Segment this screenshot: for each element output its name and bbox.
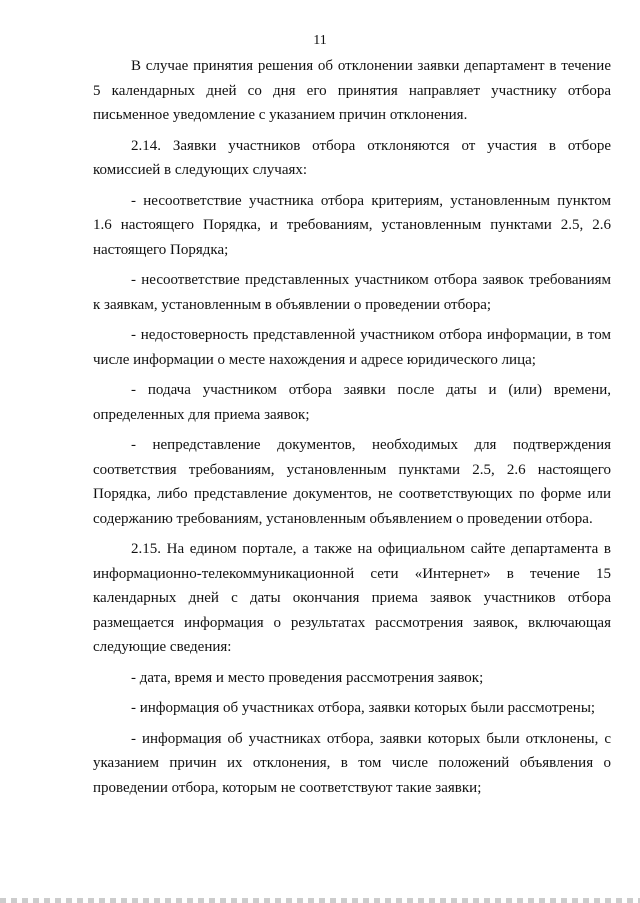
list-item-date-time-place: - дата, время и место проведения рассмотрения заявок; bbox=[131, 669, 484, 686]
page-number: 11 bbox=[313, 33, 327, 48]
paragraph-rejection-notice: В случае принятия решения об отклонении заявки департамент в течение 5 календарных дней со дня его принятия направляет участнику отбора письменное уведомление с указанием причин отклонения. bbox=[93, 58, 611, 123]
document-body bbox=[93, 54, 611, 800]
page-bottom-edge bbox=[0, 898, 640, 903]
list-item-unreliable-info: - недостоверность представленной участником отбора информации, в том числе информации о месте нахождения и адресе юридического лица; bbox=[93, 327, 611, 368]
list-item-reviewed-participants: - информация об участниках отбора, заявки которых были рассмотрены; bbox=[131, 700, 596, 716]
list-item-criteria-mismatch: - несоответствие участника отбора критериям, установленным пунктом 1.6 настоящего Порядка, и требованиям, установленным пунктами 2.5, 2.6 настоящего Порядка; bbox=[93, 192, 611, 258]
list-item-requirements-mismatch: - несоответствие представленных участником отбора заявок требованиям к заявкам, установленным в объявлении о проведении отбора; bbox=[93, 272, 611, 313]
paragraph-2-14: 2.14. Заявки участников отбора отклоняются от участия в отборе комиссией в следующих случаях: bbox=[93, 137, 611, 178]
list-item-late-submission: - подача участником отбора заявки после даты и (или) времени, определенных для приема заявок; bbox=[93, 382, 611, 423]
list-item-missing-documents: - непредставление документов, необходимых для подтверждения соответствия требованиям, установленным пунктами 2.5, 2.6 настоящего Порядка, либо представление документов, не соответствующих по форме или содержанию требованиям, установленным объявлением о проведении отбора. bbox=[93, 437, 611, 527]
list-item-rejected-participants: - информация об участниках отбора, заявки которых были отклонены, с указанием причин их отклонения, в том числе положений объявления о проведении отбора, которым не соответствуют такие заявки; bbox=[93, 730, 611, 796]
paragraph-2-15: 2.15. На едином портале, а также на официальном сайте департамента в информационно-телекоммуникационной сети «Интернет» в течение 15 календарных дней с даты окончания приема заявок участников отбора размещается информация о результатах рассмотрения заявок, включающая следующие сведения: bbox=[93, 541, 611, 655]
